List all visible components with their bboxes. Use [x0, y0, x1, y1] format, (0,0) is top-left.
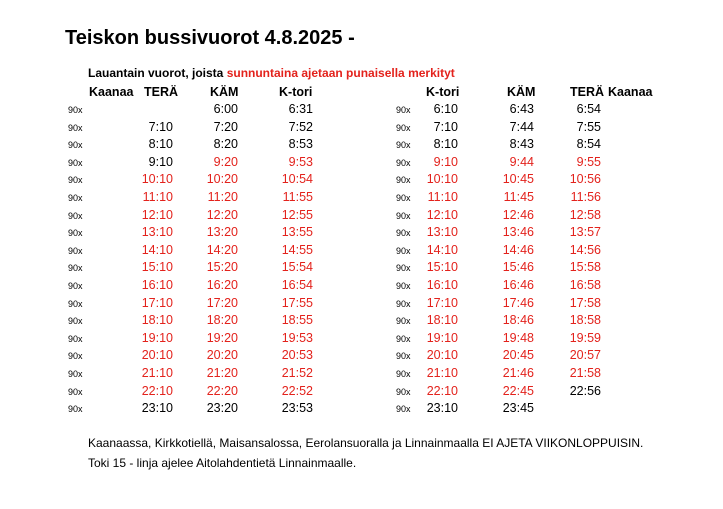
route-label: 90x — [68, 193, 83, 203]
route-label: 90x — [396, 140, 411, 151]
departure-time: 19:20 — [206, 330, 238, 345]
left-header-ktori: K-tori — [279, 85, 313, 99]
route-label: 90x — [396, 369, 411, 379]
departure-time: 10:10 — [141, 172, 173, 187]
departure-time: 17:20 — [206, 295, 238, 310]
departure-time: 21:52 — [281, 366, 313, 380]
departure-time: 17:10 — [141, 295, 173, 310]
subtitle-sunday-note: sunnuntaina ajetaan punaisella merkityt — [226, 66, 455, 80]
departure-time: 8:20 — [213, 137, 238, 152]
route-label: 90x — [396, 105, 411, 115]
route-label: 90x — [68, 210, 83, 221]
route-label: 90x — [396, 263, 411, 274]
route-label: 90x — [396, 404, 411, 415]
departure-time: 13:57 — [569, 225, 601, 240]
departure-time: 23:53 — [281, 401, 313, 416]
footer-note-toki15: Toki 15 - linja ajelee Aitolahdentietä Linnainmaalle. — [88, 456, 357, 470]
departure-time: 16:58 — [569, 278, 601, 292]
departure-time: 12:10 — [426, 207, 458, 222]
right-header-kaanaa: Kaanaa — [608, 85, 653, 99]
departure-time: 18:58 — [569, 313, 601, 328]
departure-time: 8:10 — [148, 137, 173, 152]
route-label: 90x — [396, 175, 411, 186]
departure-time: 22:10 — [141, 383, 173, 398]
departure-time: 17:10 — [426, 295, 458, 310]
departure-time: 12:58 — [569, 207, 601, 222]
departure-time: 20:10 — [426, 348, 458, 363]
departure-time: 15:10 — [426, 260, 458, 275]
departure-time: 7:20 — [213, 119, 238, 134]
departure-time: 15:10 — [141, 260, 173, 275]
departure-time: 9:20 — [213, 154, 238, 169]
departure-time: 23:10 — [141, 401, 173, 416]
departure-time: 6:10 — [433, 102, 458, 116]
departure-time: 14:46 — [502, 242, 534, 257]
left-header-kam: KÄM — [210, 85, 239, 99]
departure-time: 14:10 — [141, 242, 173, 257]
departure-time: 18:10 — [426, 313, 458, 328]
departure-time: 8:43 — [509, 137, 534, 152]
departure-time: 23:45 — [502, 401, 534, 416]
right-header-tera: TERÄ — [570, 85, 605, 99]
departure-time: 15:54 — [281, 260, 313, 275]
departure-time: 10:45 — [502, 172, 534, 187]
departure-time: 10:20 — [206, 172, 238, 187]
departure-time: 18:20 — [206, 313, 238, 328]
departure-time: 7:55 — [576, 119, 601, 134]
route-label: 90x — [396, 351, 411, 362]
page-title: Teiskon bussivuorot 4.8.2025 - — [65, 27, 355, 49]
route-label: 90x — [396, 316, 411, 327]
route-label: 90x — [68, 105, 83, 115]
route-label: 90x — [396, 386, 411, 397]
route-label: 90x — [396, 157, 411, 168]
route-label: 90x — [396, 281, 411, 291]
departure-time: 21:58 — [569, 366, 601, 380]
departure-time: 21:46 — [502, 366, 534, 380]
departure-time: 21:10 — [141, 366, 173, 380]
route-label: 90x — [396, 298, 411, 309]
departure-time: 19:10 — [426, 330, 458, 345]
departure-time: 6:00 — [213, 102, 238, 116]
departure-time: 14:55 — [281, 242, 313, 257]
departure-time: 18:10 — [141, 313, 173, 328]
departure-time: 19:10 — [141, 330, 173, 345]
departure-time: 12:20 — [206, 207, 238, 222]
departure-time: 13:20 — [206, 225, 238, 240]
route-label: 90x — [68, 351, 83, 362]
route-label: 90x — [396, 245, 411, 256]
departure-time: 16:10 — [426, 278, 458, 292]
departure-time: 21:20 — [206, 366, 238, 380]
departure-time: 11:10 — [142, 190, 173, 204]
route-label: 90x — [68, 333, 83, 344]
route-label: 90x — [68, 316, 83, 327]
departure-time: 16:10 — [141, 278, 173, 292]
departure-time: 19:53 — [281, 330, 313, 345]
left-header-kaanaa: Kaanaa — [89, 85, 134, 99]
departure-time: 16:20 — [206, 278, 238, 292]
departure-time: 20:45 — [502, 348, 534, 363]
route-label: 90x — [68, 245, 83, 256]
departure-time: 14:56 — [569, 242, 601, 257]
departure-time: 13:10 — [141, 225, 173, 240]
departure-time: 11:45 — [503, 190, 534, 204]
right-header-ktori: K-tori — [426, 85, 460, 99]
departure-time: 10:10 — [426, 172, 458, 187]
route-label: 90x — [68, 386, 83, 397]
departure-time: 22:52 — [281, 383, 313, 398]
departure-time: 22:45 — [502, 383, 534, 398]
departure-time: 7:10 — [433, 119, 458, 134]
departure-time: 8:53 — [288, 137, 313, 152]
departure-time: 23:10 — [426, 401, 458, 416]
departure-time: 7:44 — [509, 119, 534, 134]
departure-time: 21:10 — [426, 366, 458, 380]
departure-time: 11:20 — [207, 190, 238, 204]
departure-time: 15:46 — [502, 260, 534, 275]
departure-time: 19:59 — [569, 330, 601, 345]
departure-time: 9:10 — [433, 154, 458, 169]
departure-time: 12:46 — [502, 207, 534, 222]
route-label: 90x — [68, 140, 83, 151]
right-header-kam: KÄM — [507, 85, 536, 99]
route-label: 90x — [396, 228, 411, 239]
route-label: 90x — [68, 157, 83, 168]
departure-time: 18:46 — [502, 313, 534, 328]
route-label: 90x — [68, 369, 83, 379]
departure-time: 10:56 — [569, 172, 601, 187]
route-label: 90x — [68, 298, 83, 309]
route-label: 90x — [68, 122, 83, 133]
route-label: 90x — [68, 263, 83, 274]
departure-time: 13:10 — [426, 225, 458, 240]
departure-time: 9:53 — [288, 154, 313, 169]
departure-time: 8:54 — [576, 137, 601, 152]
departure-time: 11:56 — [570, 190, 601, 204]
departure-time: 11:55 — [282, 190, 313, 204]
departure-time: 22:20 — [206, 383, 238, 398]
route-label: 90x — [68, 175, 83, 186]
departure-time: 7:52 — [288, 119, 313, 134]
departure-time: 22:10 — [426, 383, 458, 398]
route-label: 90x — [396, 122, 411, 133]
departure-time: 8:10 — [433, 137, 458, 152]
departure-time: 11:10 — [427, 190, 458, 204]
departure-time: 19:48 — [502, 330, 534, 345]
departure-time: 12:55 — [281, 207, 313, 222]
route-label: 90x — [68, 228, 83, 239]
departure-time: 16:54 — [281, 278, 313, 292]
departure-time: 15:58 — [569, 260, 601, 275]
departure-time: 7:10 — [148, 119, 173, 134]
subtitle-prefix: Lauantain vuorot, joista — [88, 66, 227, 80]
departure-time: 17:58 — [569, 295, 601, 310]
footer-note-weekend: Kaanaassa, Kirkkotiellä, Maisansalossa, Eerolansuoralla ja Linnainmaalla EI AJETA VIIKONLOPPUISIN. — [88, 436, 644, 450]
departure-time: 13:55 — [281, 225, 313, 240]
departure-time: 20:57 — [569, 348, 601, 363]
departure-time: 23:20 — [206, 401, 238, 416]
route-label: 90x — [396, 210, 411, 221]
departure-time: 18:55 — [281, 313, 313, 328]
departure-time: 15:20 — [206, 260, 238, 275]
timetable-subtitle — [88, 66, 455, 80]
departure-time: 20:20 — [206, 348, 238, 363]
departure-time: 16:46 — [502, 278, 534, 292]
departure-time: 6:43 — [509, 102, 534, 116]
route-label: 90x — [396, 333, 411, 344]
departure-time: 20:53 — [281, 348, 313, 363]
route-label: 90x — [396, 193, 411, 203]
departure-time: 20:10 — [141, 348, 173, 363]
departure-time: 12:10 — [141, 207, 173, 222]
left-header-tera: TERÄ — [144, 85, 179, 99]
departure-time: 13:46 — [502, 225, 534, 240]
departure-time: 22:56 — [569, 383, 601, 398]
departure-time: 17:46 — [502, 295, 534, 310]
route-label: 90x — [68, 281, 83, 291]
route-label: 90x — [68, 404, 83, 415]
departure-time: 9:10 — [148, 154, 173, 169]
departure-time: 6:54 — [576, 102, 601, 116]
departure-time: 10:54 — [281, 172, 313, 187]
departure-time: 17:55 — [281, 295, 313, 310]
departure-time: 14:10 — [426, 242, 458, 257]
departure-time: 6:31 — [288, 102, 313, 116]
departure-time: 9:44 — [509, 154, 534, 169]
departure-time: 9:55 — [576, 154, 601, 169]
departure-time: 14:20 — [206, 242, 238, 257]
